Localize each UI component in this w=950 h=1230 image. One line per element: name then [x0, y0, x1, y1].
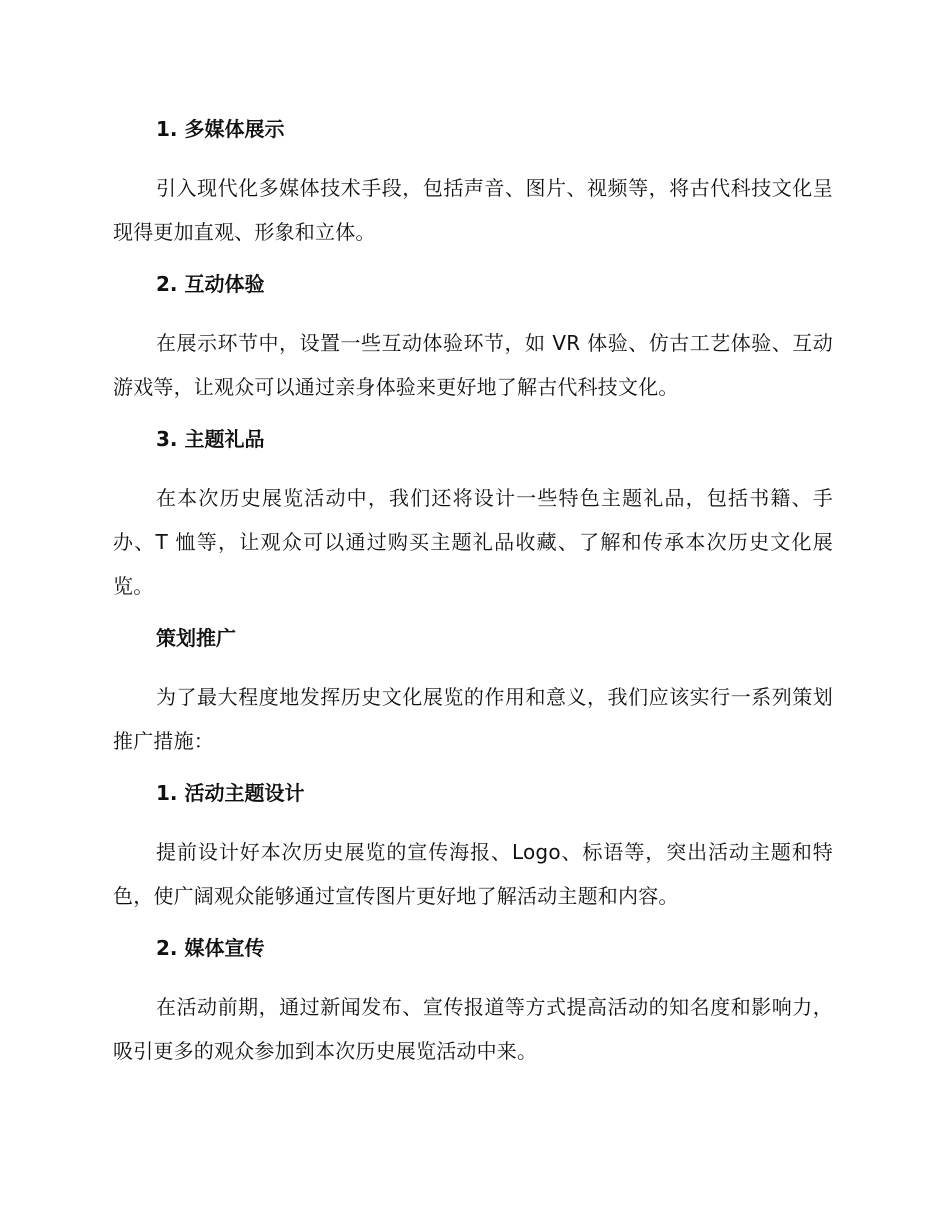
section-body-theme-design: 提前设计好本次历史展览的宣传海报、Logo、标语等，突出活动主题和特色，使广阔观众能够通过宣传图片更好地了解活动主题和内容。 [113, 840, 833, 908]
section-body-multimedia: 引入现代化多媒体技术手段，包括声音、图片、视频等，将古代科技文化呈现得更加直观、形象和立体。 [113, 176, 833, 244]
section-heading-interactive: 2. 互动体验 [156, 272, 265, 296]
section-body-gifts: 在本次历史展览活动中，我们还将设计一些特色主题礼品，包括书籍、手办、T 恤等，让观众可以通过购买主题礼品收藏、了解和传承本次历史文化展览。 [113, 486, 833, 598]
section-body-media: 在活动前期，通过新闻发布、宣传报道等方式提高活动的知名度和影响力，吸引更多的观众参加到本次历史展览活动中来。 [113, 995, 833, 1063]
section-heading-theme-design: 1. 活动主题设计 [156, 781, 305, 805]
section-heading-gifts: 3. 主题礼品 [156, 427, 265, 451]
section-heading-multimedia: 1. 多媒体展示 [156, 117, 285, 141]
section-body-promotion: 为了最大程度地发挥历史文化展览的作用和意义，我们应该实行一系列策划推广措施： [113, 685, 833, 753]
section-heading-media: 2. 媒体宣传 [156, 936, 265, 960]
section-heading-promotion: 策划推广 [156, 626, 236, 650]
section-body-interactive: 在展示环节中，设置一些互动体验环节，如 VR 体验、仿古工艺体验、互动游戏等，让观众可以通过亲身体验来更好地了解古代科技文化。 [113, 331, 833, 399]
document-page [113, 112, 833, 1086]
